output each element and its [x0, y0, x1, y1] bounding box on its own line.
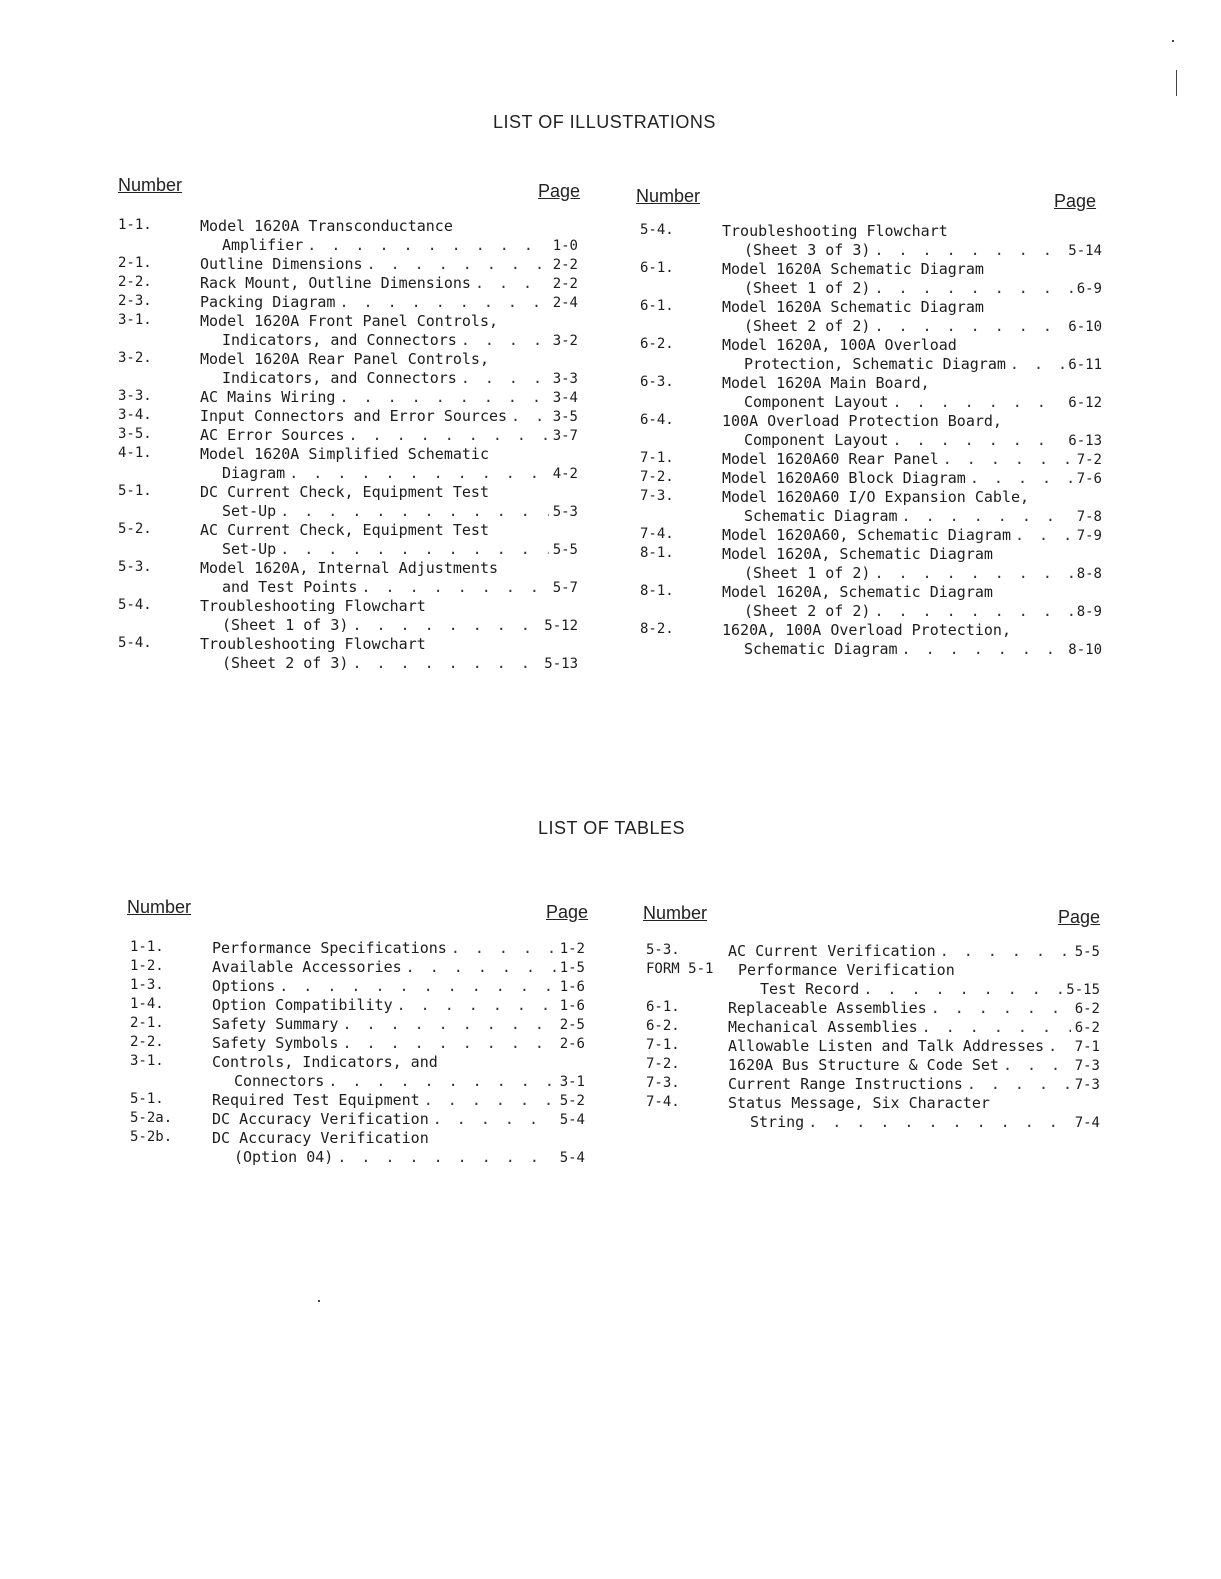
- entry-page: 2-4: [552, 295, 578, 311]
- entry-page: 3-3: [552, 371, 578, 387]
- entry-page: 7-1: [1074, 1039, 1100, 1055]
- entry-number: 3-3.: [118, 388, 152, 404]
- dot-leader: [1048, 1037, 1071, 1056]
- index-entry: [646, 1094, 1100, 1132]
- dot-leader: [352, 616, 540, 635]
- entry-title: Outline Dimensions: [200, 255, 363, 273]
- dot-leader: [863, 980, 1062, 999]
- illustrations-right-list: [640, 222, 1102, 659]
- index-entry: [118, 426, 578, 445]
- index-entry: [118, 255, 578, 274]
- entry-page: 1-2: [559, 941, 585, 957]
- entry-title: and Test Points: [222, 578, 358, 596]
- entry-number: 8-1.: [640, 545, 674, 561]
- entry-page: 7-2: [1076, 452, 1102, 468]
- entry-page: 1-5: [559, 960, 585, 976]
- entry-page: 6-2: [1074, 1001, 1100, 1017]
- entry-page: 6-2: [1074, 1020, 1100, 1036]
- index-entry: [640, 469, 1102, 488]
- entry-number: 3-1.: [130, 1053, 164, 1069]
- entry-title: Allowable Listen and Talk Addresses: [728, 1037, 1045, 1055]
- index-entry: [118, 388, 578, 407]
- dot-leader: [940, 942, 1071, 961]
- index-entry: [118, 635, 578, 673]
- entry-page: 2-6: [559, 1036, 585, 1052]
- entry-title: (Option 04): [234, 1148, 334, 1166]
- entry-title: Test Record: [760, 980, 860, 998]
- entry-page: 3-2: [552, 333, 578, 349]
- entry-page: 5-3: [552, 504, 578, 520]
- index-entry: [130, 939, 585, 958]
- entry-page: 6-11: [1068, 357, 1102, 373]
- entry-title: Current Range Instructions: [728, 1075, 963, 1093]
- dot-leader: [902, 507, 1073, 526]
- entry-number: 5-3.: [118, 559, 152, 575]
- dot-leader: [361, 578, 548, 597]
- entry-title: DC Current Check, Equipment Test: [200, 483, 489, 501]
- dot-leader: [424, 1091, 556, 1110]
- entry-page: 6-13: [1068, 433, 1102, 449]
- entry-title: Model 1620A, Schematic Diagram: [722, 545, 993, 563]
- dot-leader: [397, 996, 556, 1015]
- tables-left-number-header: Number: [127, 897, 192, 917]
- entry-page: 7-6: [1076, 471, 1102, 487]
- index-entry: [130, 1091, 585, 1110]
- entry-title: Model 1620A, Schematic Diagram: [722, 583, 993, 601]
- index-entry: [640, 336, 1102, 374]
- entry-title: 1620A, 100A Overload Protection,: [722, 621, 1011, 639]
- index-entry: [640, 545, 1102, 583]
- scan-speck: [318, 1300, 320, 1302]
- entry-number: 7-3.: [646, 1075, 680, 1091]
- index-entry: [646, 942, 1100, 961]
- entry-title: Mechanical Assemblies: [728, 1018, 918, 1036]
- dot-leader: [289, 464, 548, 483]
- dot-leader: [475, 274, 549, 293]
- entry-title: AC Current Verification: [728, 942, 936, 960]
- entry-page: 5-4: [559, 1150, 585, 1166]
- index-entry: [646, 1037, 1100, 1056]
- index-entry: [640, 526, 1102, 545]
- entry-title: Model 1620A60 Rear Panel: [722, 450, 939, 468]
- entry-title: Model 1620A60, Schematic Diagram: [722, 526, 1011, 544]
- index-entry: [118, 217, 578, 255]
- entry-title: Performance Verification: [738, 961, 955, 979]
- dot-leader: [339, 388, 548, 407]
- entry-title: Packing Diagram: [200, 293, 336, 311]
- entry-page: 5-2: [559, 1093, 585, 1109]
- entry-number: 6-1.: [640, 298, 674, 314]
- entry-number: 6-4.: [640, 412, 674, 428]
- scan-speck: [1176, 70, 1177, 96]
- entry-page: 5-15: [1066, 982, 1100, 998]
- entry-title: Schematic Diagram: [744, 640, 898, 658]
- entry-number: 7-1.: [646, 1037, 680, 1053]
- dot-leader: [943, 450, 1073, 469]
- scan-speck: [1172, 40, 1174, 42]
- entry-page: 5-4: [559, 1112, 585, 1128]
- entry-title: (Sheet 2 of 3): [222, 654, 349, 672]
- entry-title: Component Layout: [744, 431, 889, 449]
- index-entry: [640, 298, 1102, 336]
- index-entry: [130, 1053, 585, 1091]
- dot-leader: [874, 317, 1064, 336]
- entry-number: 1-2.: [130, 958, 164, 974]
- entry-title: Model 1620A60 I/O Expansion Cable,: [722, 488, 1030, 506]
- dot-leader: [1015, 526, 1073, 545]
- dot-leader: [280, 540, 549, 559]
- entry-title: Status Message, Six Character: [728, 1094, 990, 1112]
- entry-title: Set-Up: [222, 540, 277, 558]
- index-entry: [640, 412, 1102, 450]
- entry-title: Option Compatibility: [212, 996, 393, 1014]
- entry-number: 4-1.: [118, 445, 152, 461]
- entry-page: 1-6: [559, 979, 585, 995]
- entry-number: 3-1.: [118, 312, 152, 328]
- entry-title: AC Current Check, Equipment Test: [200, 521, 489, 539]
- index-entry: [646, 1018, 1100, 1037]
- entry-title: (Sheet 2 of 2): [744, 602, 871, 620]
- index-entry: [130, 1034, 585, 1053]
- illustrations-left-number-header: Number: [118, 175, 183, 195]
- illustrations-right-number-header: Number: [636, 186, 701, 206]
- index-entry: [130, 1129, 585, 1167]
- entry-title: Model 1620A Simplified Schematic: [200, 445, 489, 463]
- illustrations-left-list: [118, 217, 578, 673]
- index-entry: [118, 312, 578, 350]
- entry-title: AC Mains Wiring: [200, 388, 336, 406]
- entry-title: (Sheet 1 of 2): [744, 279, 871, 297]
- illustrations-right-page-header: Page: [1054, 191, 1097, 211]
- entry-page: 5-5: [552, 542, 578, 558]
- entry-title: Safety Summary: [212, 1015, 339, 1033]
- entry-title: Available Accessories: [212, 958, 402, 976]
- entry-page: 3-4: [552, 390, 578, 406]
- entry-title: Protection, Schematic Diagram: [744, 355, 1006, 373]
- entry-page: 5-14: [1068, 243, 1102, 259]
- index-entry: [118, 483, 578, 521]
- entry-number: 7-2.: [640, 469, 674, 485]
- index-entry: [640, 488, 1102, 526]
- dot-leader: [337, 1148, 555, 1167]
- index-entry: [130, 996, 585, 1015]
- dot-leader: [433, 1110, 556, 1129]
- dot-leader: [461, 331, 549, 350]
- index-entry: [640, 222, 1102, 260]
- entry-number: 1-3.: [130, 977, 164, 993]
- tables-right-list: [646, 942, 1100, 1132]
- entry-title: Model 1620A Transconductance: [200, 217, 453, 235]
- entry-title: (Sheet 1 of 2): [744, 564, 871, 582]
- entry-number: FORM 5-1: [646, 961, 714, 977]
- entry-page: 2-2: [552, 257, 578, 273]
- dot-leader: [874, 279, 1072, 298]
- dot-leader: [349, 426, 549, 445]
- entry-page: 1-0: [552, 238, 578, 254]
- entry-page: 6-9: [1076, 281, 1102, 297]
- entry-title: Replaceable Assemblies: [728, 999, 927, 1017]
- index-entry: [640, 260, 1102, 298]
- entry-page: 3-1: [559, 1074, 585, 1090]
- entry-number: 5-4.: [640, 222, 674, 238]
- entry-number: 5-1.: [118, 483, 152, 499]
- entry-title: Model 1620A, 100A Overload: [722, 336, 957, 354]
- dot-leader: [1010, 355, 1064, 374]
- entry-page: 2-2: [552, 276, 578, 292]
- entry-title: Model 1620A Schematic Diagram: [722, 298, 984, 316]
- entry-page: 6-12: [1068, 395, 1102, 411]
- dot-leader: [328, 1072, 555, 1091]
- entry-title: Set-Up: [222, 502, 277, 520]
- entry-number: 7-4.: [640, 526, 674, 542]
- entry-title: (Sheet 3 of 3): [744, 241, 871, 259]
- entry-number: 5-4.: [118, 597, 152, 613]
- entry-number: 6-2.: [640, 336, 674, 352]
- entry-number: 5-4.: [118, 635, 152, 651]
- entry-number: 7-3.: [640, 488, 674, 504]
- entry-number: 6-2.: [646, 1018, 680, 1034]
- index-entry: [118, 521, 578, 559]
- index-entry: [646, 1056, 1100, 1075]
- entry-page: 3-5: [552, 409, 578, 425]
- dot-leader: [808, 1113, 1071, 1132]
- entry-title: (Sheet 2 of 2): [744, 317, 871, 335]
- dot-leader: [874, 602, 1072, 621]
- index-entry: [646, 999, 1100, 1018]
- entry-title: Model 1620A Rear Panel Controls,: [200, 350, 489, 368]
- dot-leader: [922, 1018, 1071, 1037]
- index-entry: [118, 445, 578, 483]
- dot-leader: [342, 1034, 555, 1053]
- entry-title: Required Test Equipment: [212, 1091, 420, 1109]
- entry-title: Connectors: [234, 1072, 325, 1090]
- tables-left-page-header: Page: [546, 902, 589, 922]
- entry-title: 1620A Bus Structure & Code Set: [728, 1056, 999, 1074]
- dot-leader: [511, 407, 549, 426]
- tables-title: LIST OF TABLES: [538, 818, 686, 838]
- index-entry: [130, 958, 585, 977]
- entry-page: 6-10: [1068, 319, 1102, 335]
- index-entry: [118, 597, 578, 635]
- dot-leader: [902, 640, 1065, 659]
- index-entry: [130, 1015, 585, 1034]
- entry-number: 5-1.: [130, 1091, 164, 1107]
- entry-number: 6-3.: [640, 374, 674, 390]
- dot-leader: [1003, 1056, 1071, 1075]
- dot-leader: [874, 564, 1072, 583]
- dot-leader: [451, 939, 556, 958]
- tables-right-page-header: Page: [1058, 907, 1101, 927]
- dot-leader: [307, 236, 548, 255]
- entry-page: 5-12: [544, 618, 578, 634]
- entry-page: 7-9: [1076, 528, 1102, 544]
- entry-page: 1-6: [559, 998, 585, 1014]
- entry-number: 3-5.: [118, 426, 152, 442]
- entry-title: AC Error Sources: [200, 426, 345, 444]
- entry-number: 6-1.: [646, 999, 680, 1015]
- entry-title: (Sheet 1 of 3): [222, 616, 349, 634]
- entry-title: Model 1620A Schematic Diagram: [722, 260, 984, 278]
- entry-number: 2-1.: [118, 255, 152, 271]
- entry-number: 2-2.: [118, 274, 152, 290]
- entry-page: 7-3: [1074, 1077, 1100, 1093]
- entry-title: Model 1620A Main Board,: [722, 374, 930, 392]
- index-entry: [640, 583, 1102, 621]
- entry-title: String: [750, 1113, 805, 1131]
- index-entry: [118, 559, 578, 597]
- entry-number: 7-2.: [646, 1056, 680, 1072]
- entry-title: Model 1620A, Internal Adjustments: [200, 559, 499, 577]
- entry-title: DC Accuracy Verification: [212, 1110, 429, 1128]
- entry-page: 3-7: [552, 428, 578, 444]
- entry-page: 7-8: [1076, 509, 1102, 525]
- entry-number: 7-1.: [640, 450, 674, 466]
- entry-title: Schematic Diagram: [744, 507, 898, 525]
- entry-title: 100A Overload Protection Board,: [722, 412, 1002, 430]
- index-entry: [646, 961, 1100, 999]
- entry-title: Component Layout: [744, 393, 889, 411]
- entry-number: 7-4.: [646, 1094, 680, 1110]
- dot-leader: [279, 977, 555, 996]
- entry-number: 5-3.: [646, 942, 680, 958]
- entry-title: Troubleshooting Flowchart: [200, 635, 426, 653]
- entry-title: Safety Symbols: [212, 1034, 339, 1052]
- entry-number: 3-2.: [118, 350, 152, 366]
- entry-page: 5-7: [552, 580, 578, 596]
- entry-title: Amplifier: [222, 236, 304, 254]
- entry-title: Indicators, and Connectors: [222, 331, 457, 349]
- entry-title: DC Accuracy Verification: [212, 1129, 429, 1147]
- index-entry: [130, 1110, 585, 1129]
- entry-number: 1-4.: [130, 996, 164, 1012]
- entry-page: 4-2: [552, 466, 578, 482]
- index-entry: [640, 450, 1102, 469]
- entry-title: Rack Mount, Outline Dimensions: [200, 274, 471, 292]
- index-entry: [118, 350, 578, 388]
- dot-leader: [339, 293, 548, 312]
- entry-number: 6-1.: [640, 260, 674, 276]
- entry-title: Diagram: [222, 464, 286, 482]
- dot-leader: [893, 431, 1065, 450]
- entry-page: 5-13: [544, 656, 578, 672]
- dot-leader: [893, 393, 1065, 412]
- dot-leader: [352, 654, 540, 673]
- entry-page: 8-10: [1068, 642, 1102, 658]
- entry-number: 8-2.: [640, 621, 674, 637]
- entry-title: Troubleshooting Flowchart: [722, 222, 948, 240]
- illustrations-title: LIST OF ILLUSTRATIONS: [493, 112, 716, 132]
- entry-title: Input Connectors and Error Sources: [200, 407, 508, 425]
- entry-number: 5-2.: [118, 521, 152, 537]
- dot-leader: [970, 469, 1073, 488]
- entry-title: Indicators, and Connectors: [222, 369, 457, 387]
- entry-title: Model 1620A60 Block Diagram: [722, 469, 966, 487]
- entry-number: 2-3.: [118, 293, 152, 309]
- entry-title: Troubleshooting Flowchart: [200, 597, 426, 615]
- dot-leader: [874, 241, 1064, 260]
- entry-page: 5-5: [1074, 944, 1100, 960]
- entry-number: 5-2a.: [130, 1110, 173, 1126]
- entry-title: Controls, Indicators, and: [212, 1053, 438, 1071]
- entry-page: 2-5: [559, 1017, 585, 1033]
- entry-page: 7-3: [1074, 1058, 1100, 1074]
- dot-leader: [342, 1015, 555, 1034]
- dot-leader: [931, 999, 1071, 1018]
- entry-number: 2-1.: [130, 1015, 164, 1031]
- entry-number: 1-1.: [130, 939, 164, 955]
- entry-title: Performance Specifications: [212, 939, 447, 957]
- tables-right-number-header: Number: [643, 903, 708, 923]
- entry-page: 8-9: [1076, 604, 1102, 620]
- index-entry: [640, 374, 1102, 412]
- dot-leader: [406, 958, 556, 977]
- dot-leader: [461, 369, 549, 388]
- entry-title: Options: [212, 977, 276, 995]
- entry-number: 5-2b.: [130, 1129, 173, 1145]
- entry-number: 1-1.: [118, 217, 152, 233]
- illustrations-left-page-header: Page: [538, 181, 581, 201]
- index-entry: [130, 977, 585, 996]
- entry-title: Model 1620A Front Panel Controls,: [200, 312, 499, 330]
- entry-number: 2-2.: [130, 1034, 164, 1050]
- dot-leader: [367, 255, 549, 274]
- dot-leader: [280, 502, 549, 521]
- index-entry: [118, 293, 578, 312]
- entry-number: 8-1.: [640, 583, 674, 599]
- entry-page: 7-4: [1074, 1115, 1100, 1131]
- index-entry: [640, 621, 1102, 659]
- dot-leader: [967, 1075, 1071, 1094]
- index-entry: [118, 274, 578, 293]
- tables-left-list: [130, 939, 585, 1167]
- index-entry: [646, 1075, 1100, 1094]
- entry-number: 3-4.: [118, 407, 152, 423]
- index-entry: [118, 407, 578, 426]
- entry-page: 8-8: [1076, 566, 1102, 582]
